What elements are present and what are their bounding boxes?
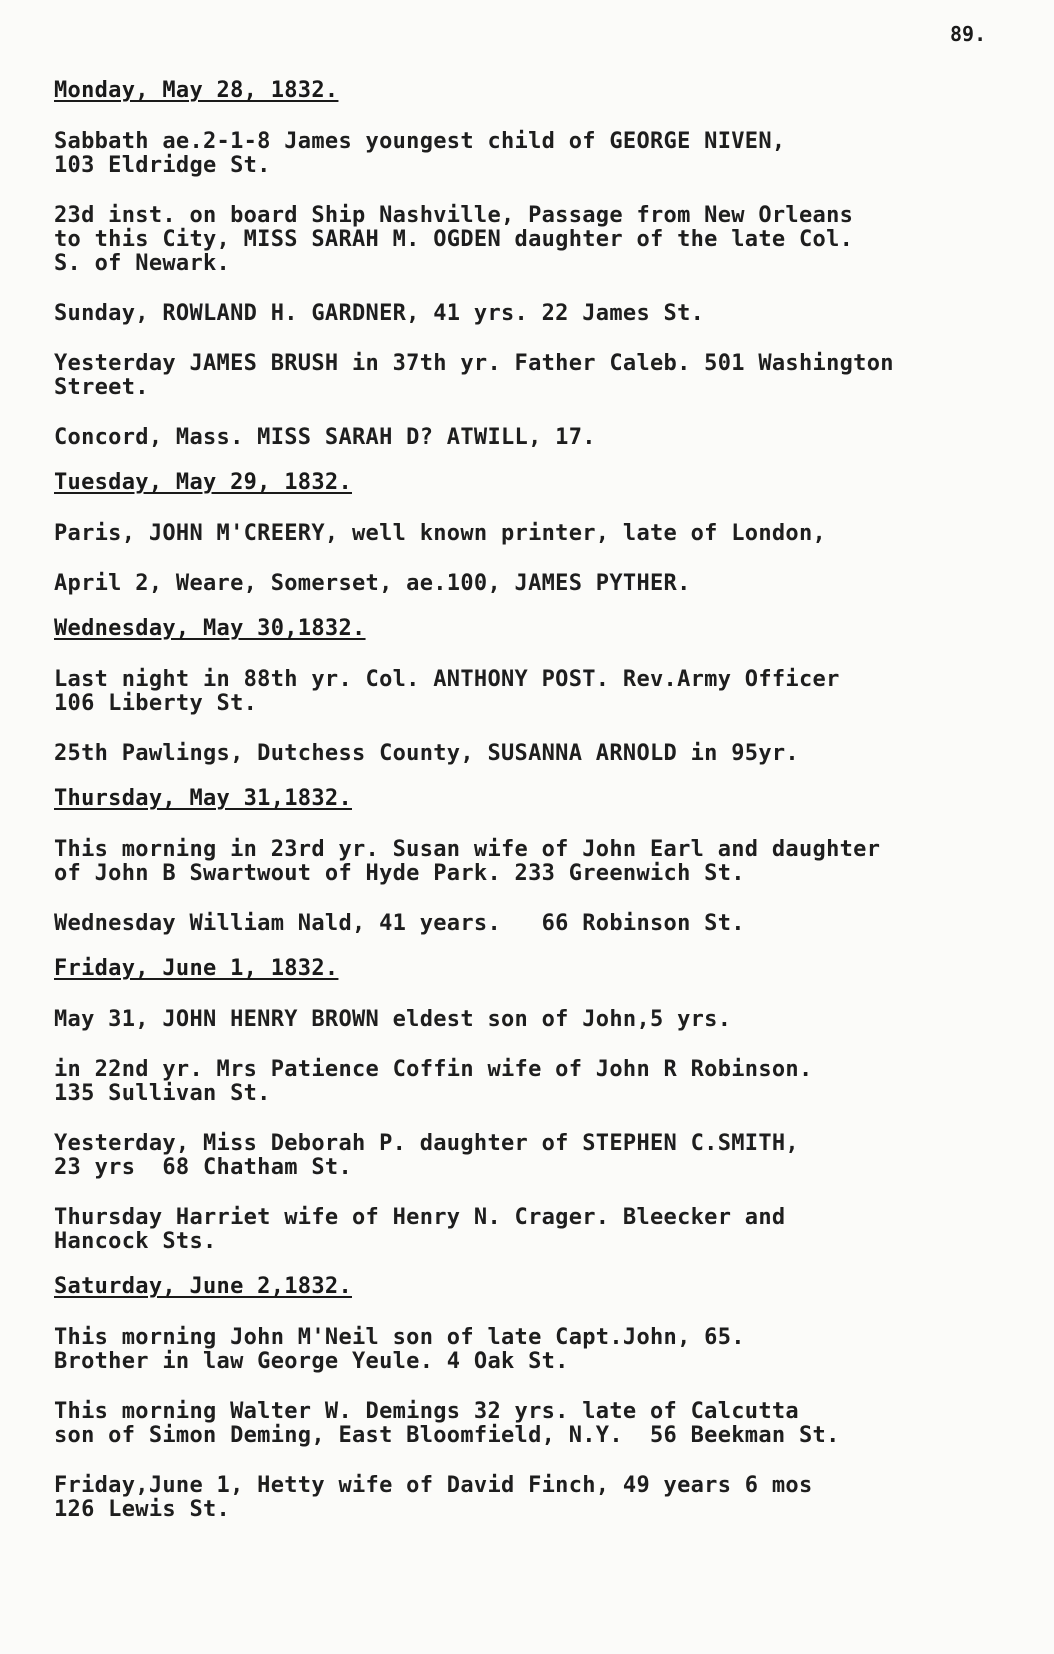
obituary-entry: May 31, JOHN HENRY BROWN eldest son of John,5 yrs. [54,1007,732,1032]
day-heading: Wednesday, May 30,1832. [54,616,366,641]
obituary-entry: April 2, Weare, Somerset, ae.100, JAMES PYTHER. [54,571,691,596]
obituary-entry: 25th Pawlings, Dutchess County, SUSANNA ARNOLD in 95yr. [54,741,799,766]
obituary-entry: This morning in 23rd yr. Susan wife of John Earl and daughter of John B Swartwout of Hyde Park. 233 Greenwich St. [54,837,881,886]
obituary-entry: This morning Walter W. Demings 32 yrs. late of Calcutta son of Simon Deming, East Bloomfield, N.Y. 56 Beekman St. [54,1399,840,1448]
obituary-entry: 23d inst. on board Ship Nashville, Passage from New Orleans to this City, MISS SARAH M. OGDEN daughter of the late Col. S. of Newark. [54,203,854,276]
obituary-entry: Concord, Mass. MISS SARAH D? ATWILL, 17. [54,425,596,450]
obituary-entry: Last night in 88th yr. Col. ANTHONY POST. Rev.Army Officer 106 Liberty St. [54,667,840,716]
obituary-entry: Thursday Harriet wife of Henry N. Crager. Bleecker and Hancock Sts. [54,1205,786,1254]
day-heading: Tuesday, May 29, 1832. [54,470,352,495]
obituary-entry: Wednesday William Nald, 41 years. 66 Robinson St. [54,911,745,936]
page-number: 89. [950,22,987,46]
obituary-entry: in 22nd yr. Mrs Patience Coffin wife of John R Robinson. 135 Sullivan St. [54,1057,813,1106]
obituary-entry: Paris, JOHN M'CREERY, well known printer, late of London, [54,521,827,546]
day-heading: Saturday, June 2,1832. [54,1274,352,1299]
obituary-entry: Sunday, ROWLAND H. GARDNER, 41 yrs. 22 James St. [54,301,705,326]
document-body [54,78,1044,1522]
obituary-entry: Friday,June 1, Hetty wife of David Finch, 49 years 6 mos 126 Lewis St. [54,1473,813,1522]
day-heading: Monday, May 28, 1832. [54,78,339,103]
obituary-entry: Yesterday JAMES BRUSH in 37th yr. Father Caleb. 501 Washington Street. [54,351,894,400]
obituary-entry: Sabbath ae.2-1-8 James youngest child of GEORGE NIVEN, 103 Eldridge St. [54,129,786,178]
day-heading: Thursday, May 31,1832. [54,786,352,811]
obituary-entry: Yesterday, Miss Deborah P. daughter of STEPHEN C.SMITH, 23 yrs 68 Chatham St. [54,1131,799,1180]
day-heading: Friday, June 1, 1832. [54,956,339,981]
obituary-entry: This morning John M'Neil son of late Capt.John, 65. Brother in law George Yeule. 4 Oak St. [54,1325,745,1374]
